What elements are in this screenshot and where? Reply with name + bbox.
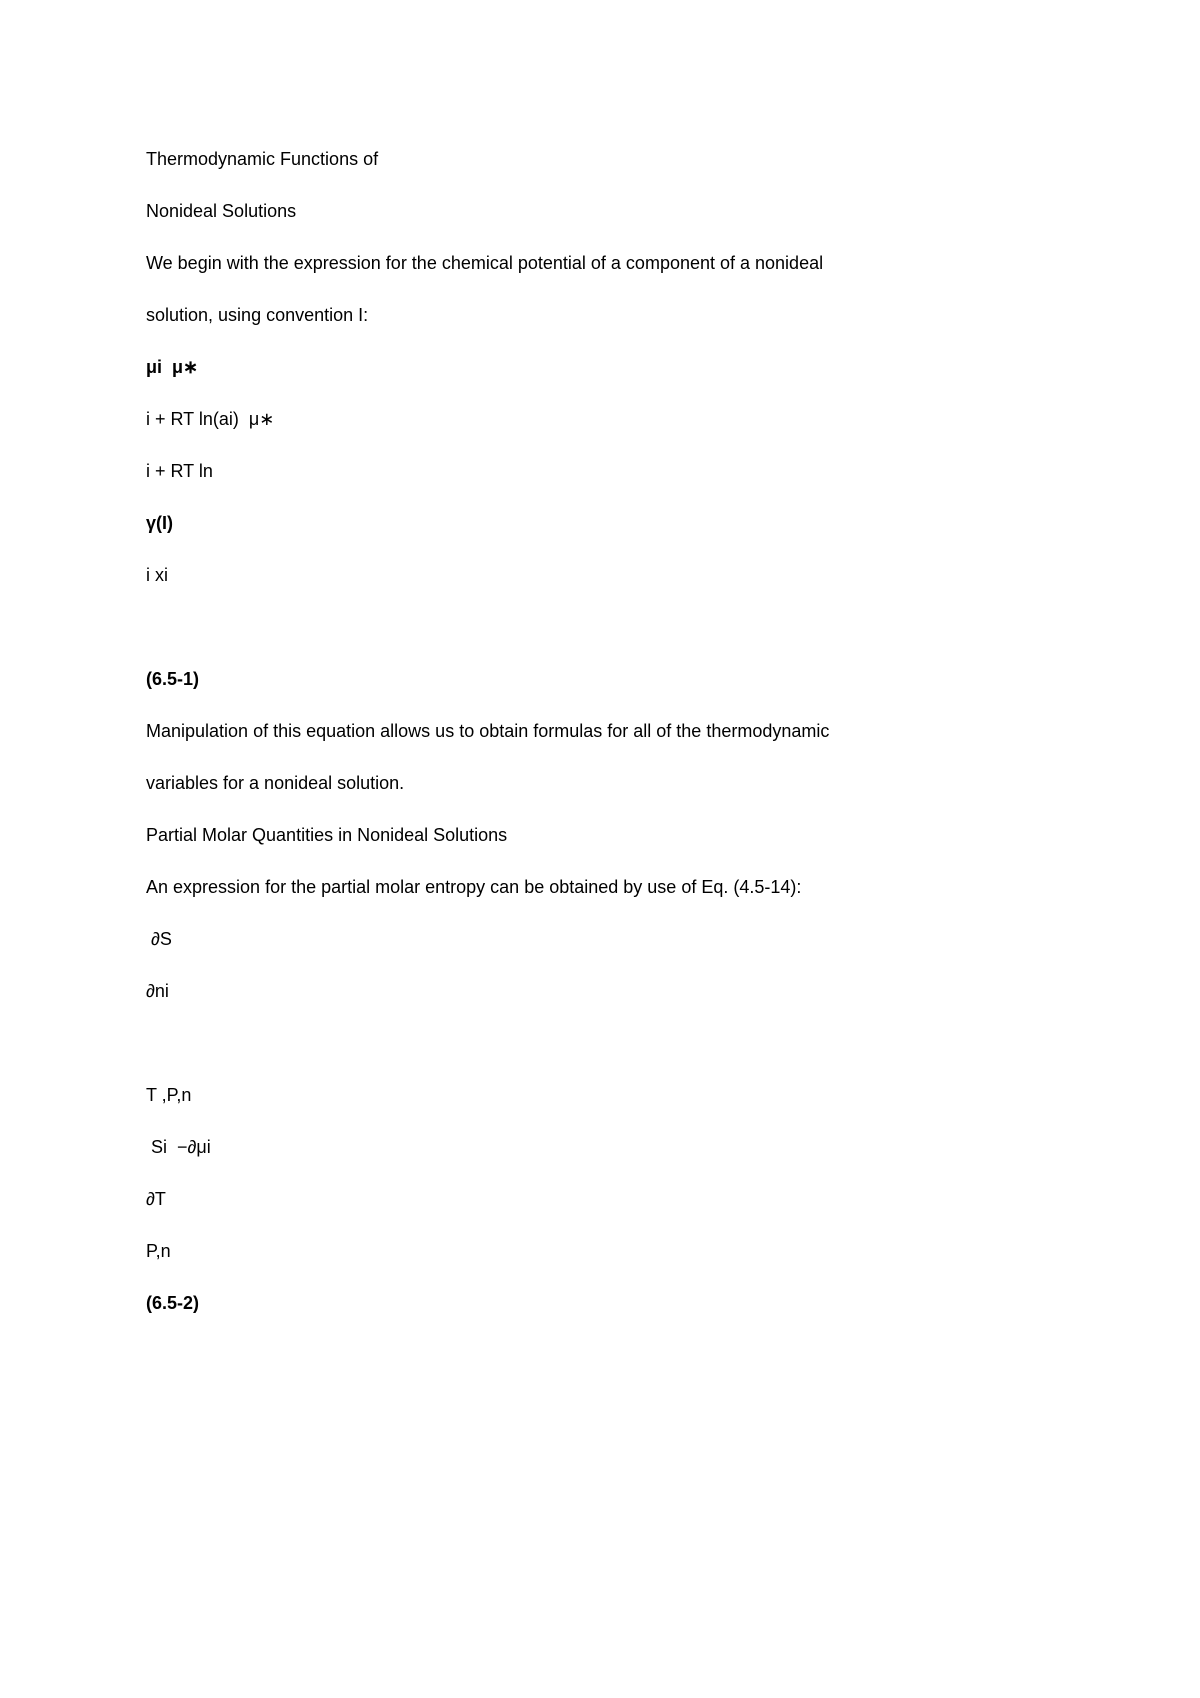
paragraph-3-line-1: An expression for the partial molar entropy can be obtained by use of Eq. (4.5-14): [146, 877, 802, 897]
equation-2-line-3: T ,P,n [146, 1085, 192, 1105]
equation-2-number: (6.5-2) [146, 1293, 200, 1313]
paragraph-2-line-1: Manipulation of this equation allows us to obtain formulas for all of the thermodynamic [146, 721, 830, 741]
equation-1-line-1: μi μ∗ [146, 357, 199, 377]
title-line-2: Nonideal Solutions [146, 201, 297, 221]
intro-line-2: solution, using convention I: [146, 305, 369, 325]
equation-1-line-2: i + RT ln(ai) μ∗ [146, 409, 275, 429]
title-line-1: Thermodynamic Functions of [146, 149, 379, 169]
equation-1-line-4: γ(I) [146, 513, 173, 533]
equation-1-line-3: i + RT ln [146, 461, 213, 481]
equation-2-line-2: ∂ni [146, 981, 169, 1001]
intro-line-1: We begin with the expression for the chemical potential of a component of a nonideal [146, 253, 824, 273]
section-heading: Partial Molar Quantities in Nonideal Solutions [146, 825, 508, 845]
equation-2-line-4: Si −∂μi [146, 1137, 211, 1157]
equation-1-line-5: i xi [146, 565, 168, 585]
equation-1-number: (6.5-1) [146, 669, 200, 689]
paragraph-2-line-2: variables for a nonideal solution. [146, 773, 405, 793]
equation-2-line-1: ∂S [146, 929, 172, 949]
equation-2-line-5: ∂T [146, 1189, 166, 1209]
equation-2-line-6: P,n [146, 1241, 171, 1261]
